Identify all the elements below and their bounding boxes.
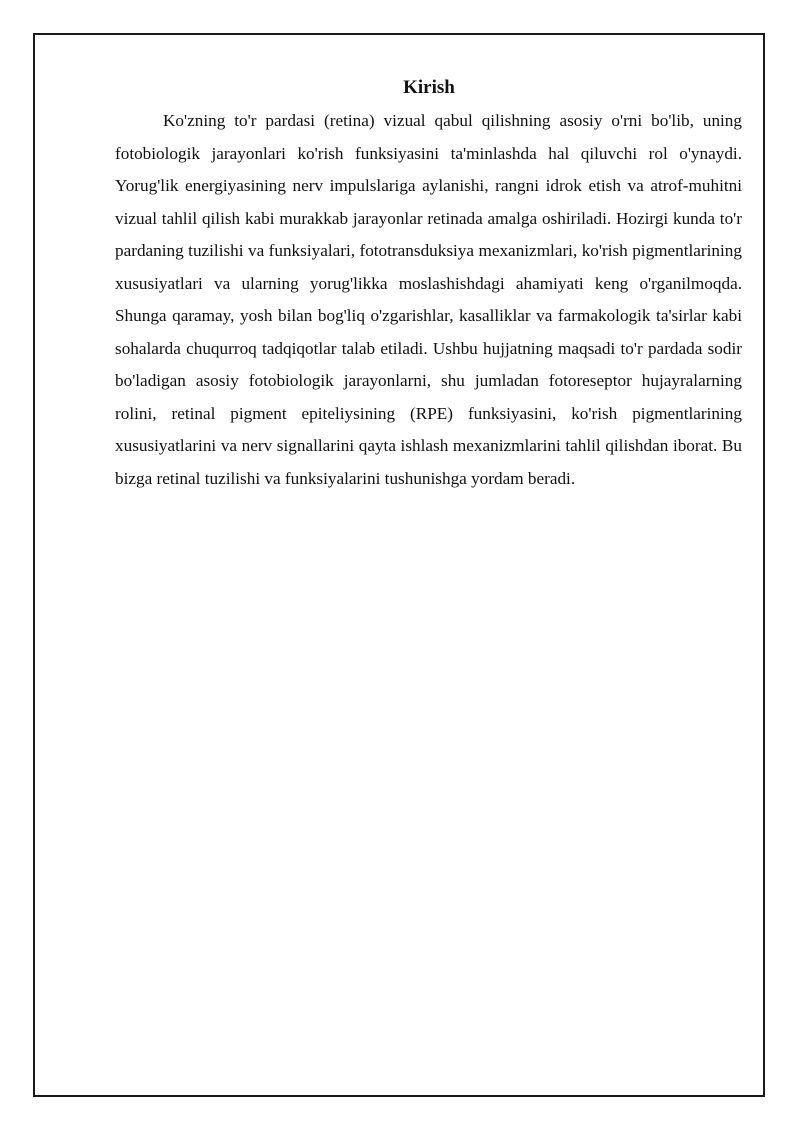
document-body bbox=[115, 74, 742, 495]
intro-paragraph: Ko'zning to'r pardasi (retina) vizual qabul qilishning asosiy o'rni bo'lib, uning fotobiologik jarayonlari ko'rish funksiyasini ta'minlashda hal qiluvchi rol o'ynaydi. Yorug'lik energiyasining nerv impulslariga aylanishi, rangni idrok etish va atrof-muhitni vizual tahlil qilish kabi murakkab jarayonlar retinada amalga oshiriladi. Hozirgi kunda to'r pardaning tuzilishi va funksiyalari, fototransduksiya mexanizmlari, ko'rish pigmentlarining xususiyatlari va ularning yorug'likka moslashishdagi ahamiyati keng o'rganilmoqda. Shunga qaramay, yosh bilan bog'liq o'zgarishlar, kasalliklar va farmakologik ta'sirlar kabi sohalarda chuqurroq tadqiqotlar talab etiladi. Ushbu hujjatning maqsadi to'r pardada sodir bo'ladigan asosiy fotobiologik jarayonlarni, shu jumladan fotoreseptor hujayralarning rolini, retinal pigment epiteliysining (RPE) funksiyasini, ko'rish pigmentlarining xususiyatlarini va nerv signallarini qayta ishlash mexanizmlarini tahlil qilishdan iborat. Bu bizga retinal tuzilishi va funksiyalarini tushunishga yordam beradi. bbox=[115, 111, 742, 488]
section-title: Kirish bbox=[403, 77, 455, 98]
